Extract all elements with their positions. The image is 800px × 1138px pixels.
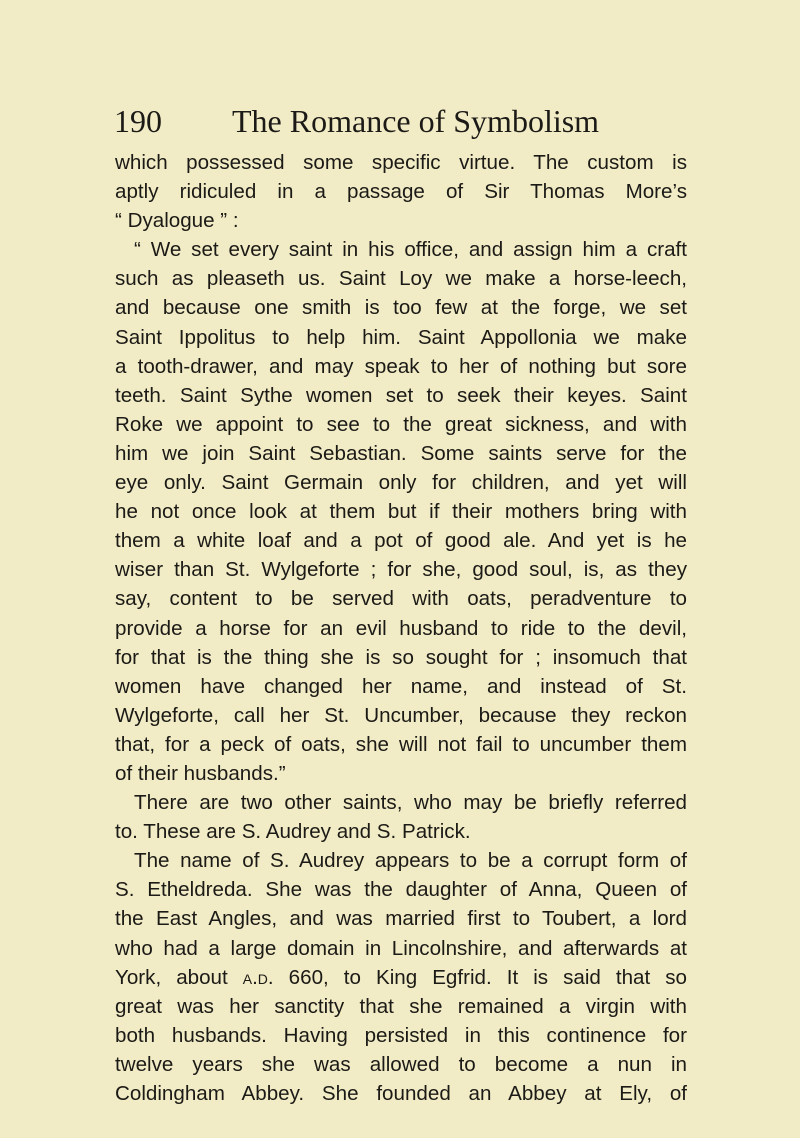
text-line: such as pleaseth us. Saint Loy we make a horse-leech, [115,267,687,291]
text-line: who had a large domain in Lincolnshire, and afterwards at [115,936,687,960]
text-line: S. Etheldreda. She was the daughter of Anna, Queen of [115,878,687,902]
text-line: which possessed some specific virtue. The custom is [115,151,687,174]
text-line: “ Dyalogue ” : [115,209,239,233]
text-line: great was her sanctity that she remained a virgin with [115,994,687,1018]
text-line: The name of S. Audrey appears to be a corrupt form of [134,849,687,873]
text-line: Coldingham Abbey. She founded an Abbey at Ely, of [115,1082,687,1105]
text-line: the East Angles, and was married first to Toubert, a lord [115,907,687,931]
text-line: him we join Saint Sebastian. Some saints serve for the [115,441,687,465]
text-line: he not once look at them but if their mothers bring with [115,500,687,524]
text-line: There are two other saints, who may be briefly referred [134,791,687,815]
text-line: that, for a peck of oats, she will not fail to uncumber them [115,732,687,756]
text-line: “ We set every saint in his office, and assign him a craft [134,238,687,262]
text-line: wiser than St. Wylgeforte ; for she, good soul, is, as they [115,558,687,582]
text-line: a tooth-drawer, and may speak to her of nothing but sore [115,354,687,378]
page-number: 190 [114,103,162,139]
text-line: Roke we appoint to see to the great sickness, and with [115,412,687,436]
text-line: York, about a.d. 660, to King Egfrid. It is said that so [115,965,687,989]
text-line: women have changed her name, and instead of St. [115,674,687,698]
text-line: teeth. Saint Sythe women set to seek their keyes. Saint [115,383,687,407]
running-title: The Romance of Symbolism [232,103,600,139]
small-caps-abbreviation: a.d. [242,965,274,989]
text-line: them a white loaf and a pot of good ale. And yet is he [115,529,687,553]
text-line: say, content to be served with oats, peradventure to [115,587,687,611]
text-line: eye only. Saint Germain only for children, and yet will [115,471,687,495]
text-line: to. These are S. Audrey and S. Patrick. [115,820,471,844]
text-line: Wylgeforte, call her St. Uncumber, because they reckon [115,703,687,727]
text-line: and because one smith is too few at the forge, we set [115,296,687,320]
text-line: Saint Ippolitus to help him. Saint Appollonia we make [115,325,687,349]
text-line: for that is the thing she is so sought for ; insomuch that [115,645,687,669]
text-line: of their husbands.” [115,761,286,785]
text-line: both husbands. Having persisted in this continence for [115,1023,687,1047]
text-line: provide a horse for an evil husband to ride to the devil, [115,616,687,640]
page-header [114,96,714,146]
text-line: aptly ridiculed in a passage of Sir Thomas More’s [115,180,687,204]
text-line: twelve years she was allowed to become a nun in [115,1052,687,1076]
body-text [115,148,687,1108]
